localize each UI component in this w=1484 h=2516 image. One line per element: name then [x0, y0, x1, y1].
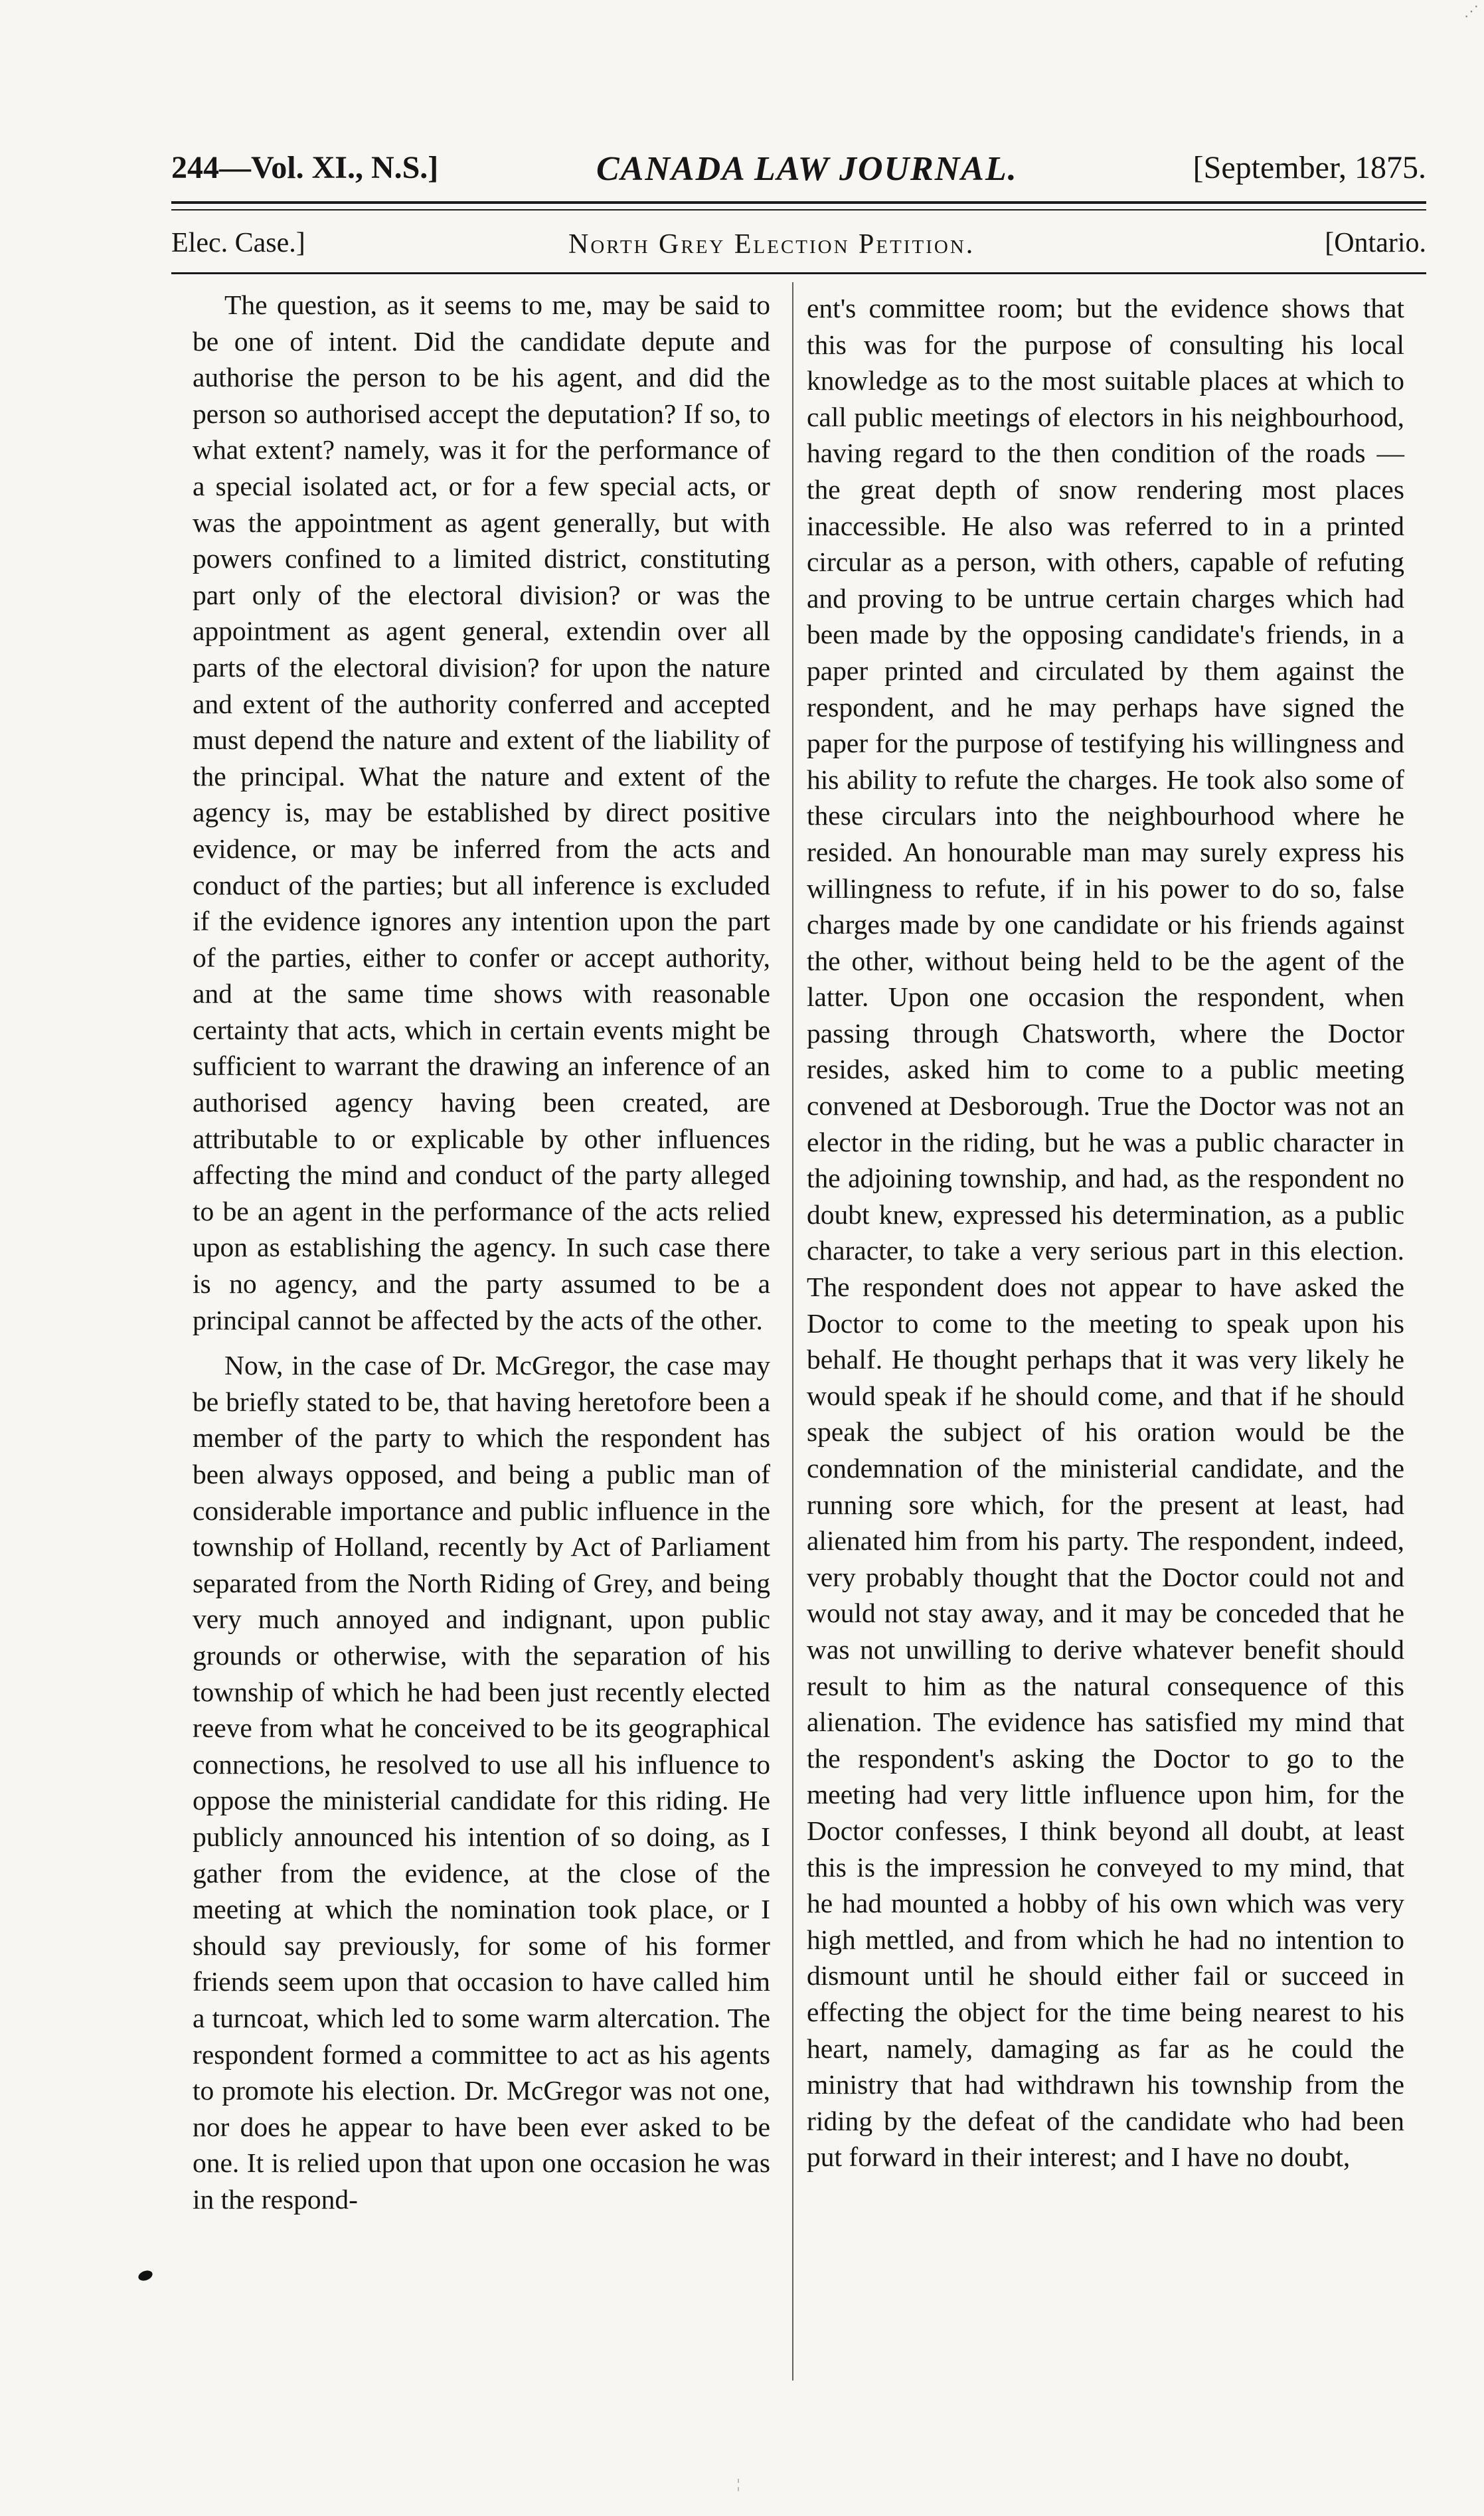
case-type-label: Elec. Case.]: [171, 228, 305, 258]
subheader-rule: [171, 272, 1426, 274]
corner-scan-mark: ⋰: [1464, 3, 1479, 19]
ink-blot-mark: [137, 2269, 153, 2283]
page-volume-label: 244—Vol. XI., N.S.]: [171, 150, 439, 185]
journal-title: CANADA LAW JOURNAL.: [596, 150, 1018, 188]
header-rule-thick: [171, 201, 1426, 204]
paragraph: ent's committee room; but the evidence shows that this was for the purpose of consulting his local knowledge as to the most suitable places at which to call public meetings of electors in his neighbourhood, having regard to the then condition of the roads — the great depth of snow rendering most places inaccessible. He also was referred to in a printed circular as a person, with others, capable of refuting and proving to be untrue certain charges which had been made by the opposing candidate's friends, in a paper printed and circulated by them against the respondent, and he may perhaps have signed the paper for the purpose of testifying his willingness and his ability to refute the charges. He took also some of these circulars into the neighbourhood where he resided. An honourable man may surely express his willingness to refute, if in his power to do so, false charges made by one candidate or his friends against the other, without being held to be the agent of the latter. Upon one occasion the respondent, when passing through Chatsworth, where the Doctor resides, asked him to come to a public meeting convened at Desborough. True the Doctor was not an elector in the riding, but he was a public character in the adjoining township, and had, as the respondent no doubt knew, expressed his determination, as a public character, to take a very serious part in this election. The respondent does not appear to have asked the Doctor to come to the meeting to speak upon his behalf. He thought perhaps that it was very likely he would speak if he should come, and that if he should speak the subject of his oration would be the condemnation of the ministerial candidate, and the running sore which, for the present at least, had alienated him from his party. The respondent, indeed, very probably thought that the Doctor could not and would not stay away, and it may be conceded that he was not unwilling to derive whatever benefit should result to him as the natural consequence of this alienation. The evidence has satisfied my mind that the respondent's asking the Doctor to go to the meeting had very little influence upon him, for the Doctor confesses, I think beyond all doubt, at least this is the impression he conveyed to my mind, that he had mounted a hobby of his own which was very high mettled, and from which he had no intention to dismount until he should either fail or succeed in effecting the object for the time being nearest to his heart, namely, damaging as far as he could the ministry that had withdrawn his township from the riding by the defeat of the candidate who had been put forward in their interest; and I have no doubt,: [807, 293, 1404, 2173]
paragraph: Now, in the case of Dr. McGregor, the case may be briefly stated to be, that having heretofore been a member of the party to which the respondent has been always opposed, and being a public man of considerable importance and public influence in the township of Holland, recently by Act of Parliament separated from the North Riding of Grey, and being very much annoyed and indignant, upon public grounds or otherwise, with the separation of his township of which he had been just recently elected reeve from what he conceived to be its geographical connections, he resolved to use all his influence to oppose the ministerial candidate for this riding. He publicly announced his intention of so doing, as I gather from the evidence, at the close of the meeting at which the nomination took place, or I should say previously, for some of his former friends seem upon that occasion to have called him a turncoat, which led to some warm altercation. The respondent formed a committee to act as his agents to promote his election. Dr. McGregor was not one, nor does he appear to have been ever asked to be one. It is relied upon that upon one occasion he was in the respond-: [193, 1350, 770, 2215]
column-divider: [792, 282, 793, 2381]
case-subheader: [171, 227, 1426, 267]
header-rule-thin: [171, 209, 1426, 210]
case-title: North Grey Election Petition.: [568, 229, 975, 260]
paragraph: The question, as it seems to me, may be said to be one of intent. Did the candidate depute and authorise the person to be his agent, and did the person so authorised accept the deputation? If so, to what extent? namely, was it for the performance of a special isolated act, or for a few special acts, or was the appointment as agent generally, but with powers confined to a limited district, constituting part only of the electoral division? or was the appointment as agent general, extendin over all parts of the electoral division? for upon the nature and extent of the authority conferred and accepted must depend the nature and extent of the liability of the principal. What the nature and extent of the agency is, may be established by direct positive evidence, or may be inferred from the acts and conduct of the parties; but all inference is excluded if the evidence ignores any intention upon the part of the parties, either to confer or accept authority, and at the same time shows with reasonable certainty that acts, which in certain events might be sufficient to warrant the drawing an inference of an authorised agency having been created, are attributable to or explicable by other influences affecting the mind and conduct of the party alleged to be an agent in the performance of the acts relied upon as establishing the agency. In such case there is no agency, and the party assumed to be a principal cannot be affected by the acts of the other.: [193, 290, 770, 1335]
running-header: [171, 149, 1426, 196]
footer-scan-mark: ¦: [737, 2477, 740, 2491]
right-text-column: [807, 290, 1404, 2185]
issue-date: [September, 1875.: [1193, 150, 1426, 185]
jurisdiction-label: [Ontario.: [1325, 228, 1426, 258]
left-text-column: [193, 287, 770, 2226]
